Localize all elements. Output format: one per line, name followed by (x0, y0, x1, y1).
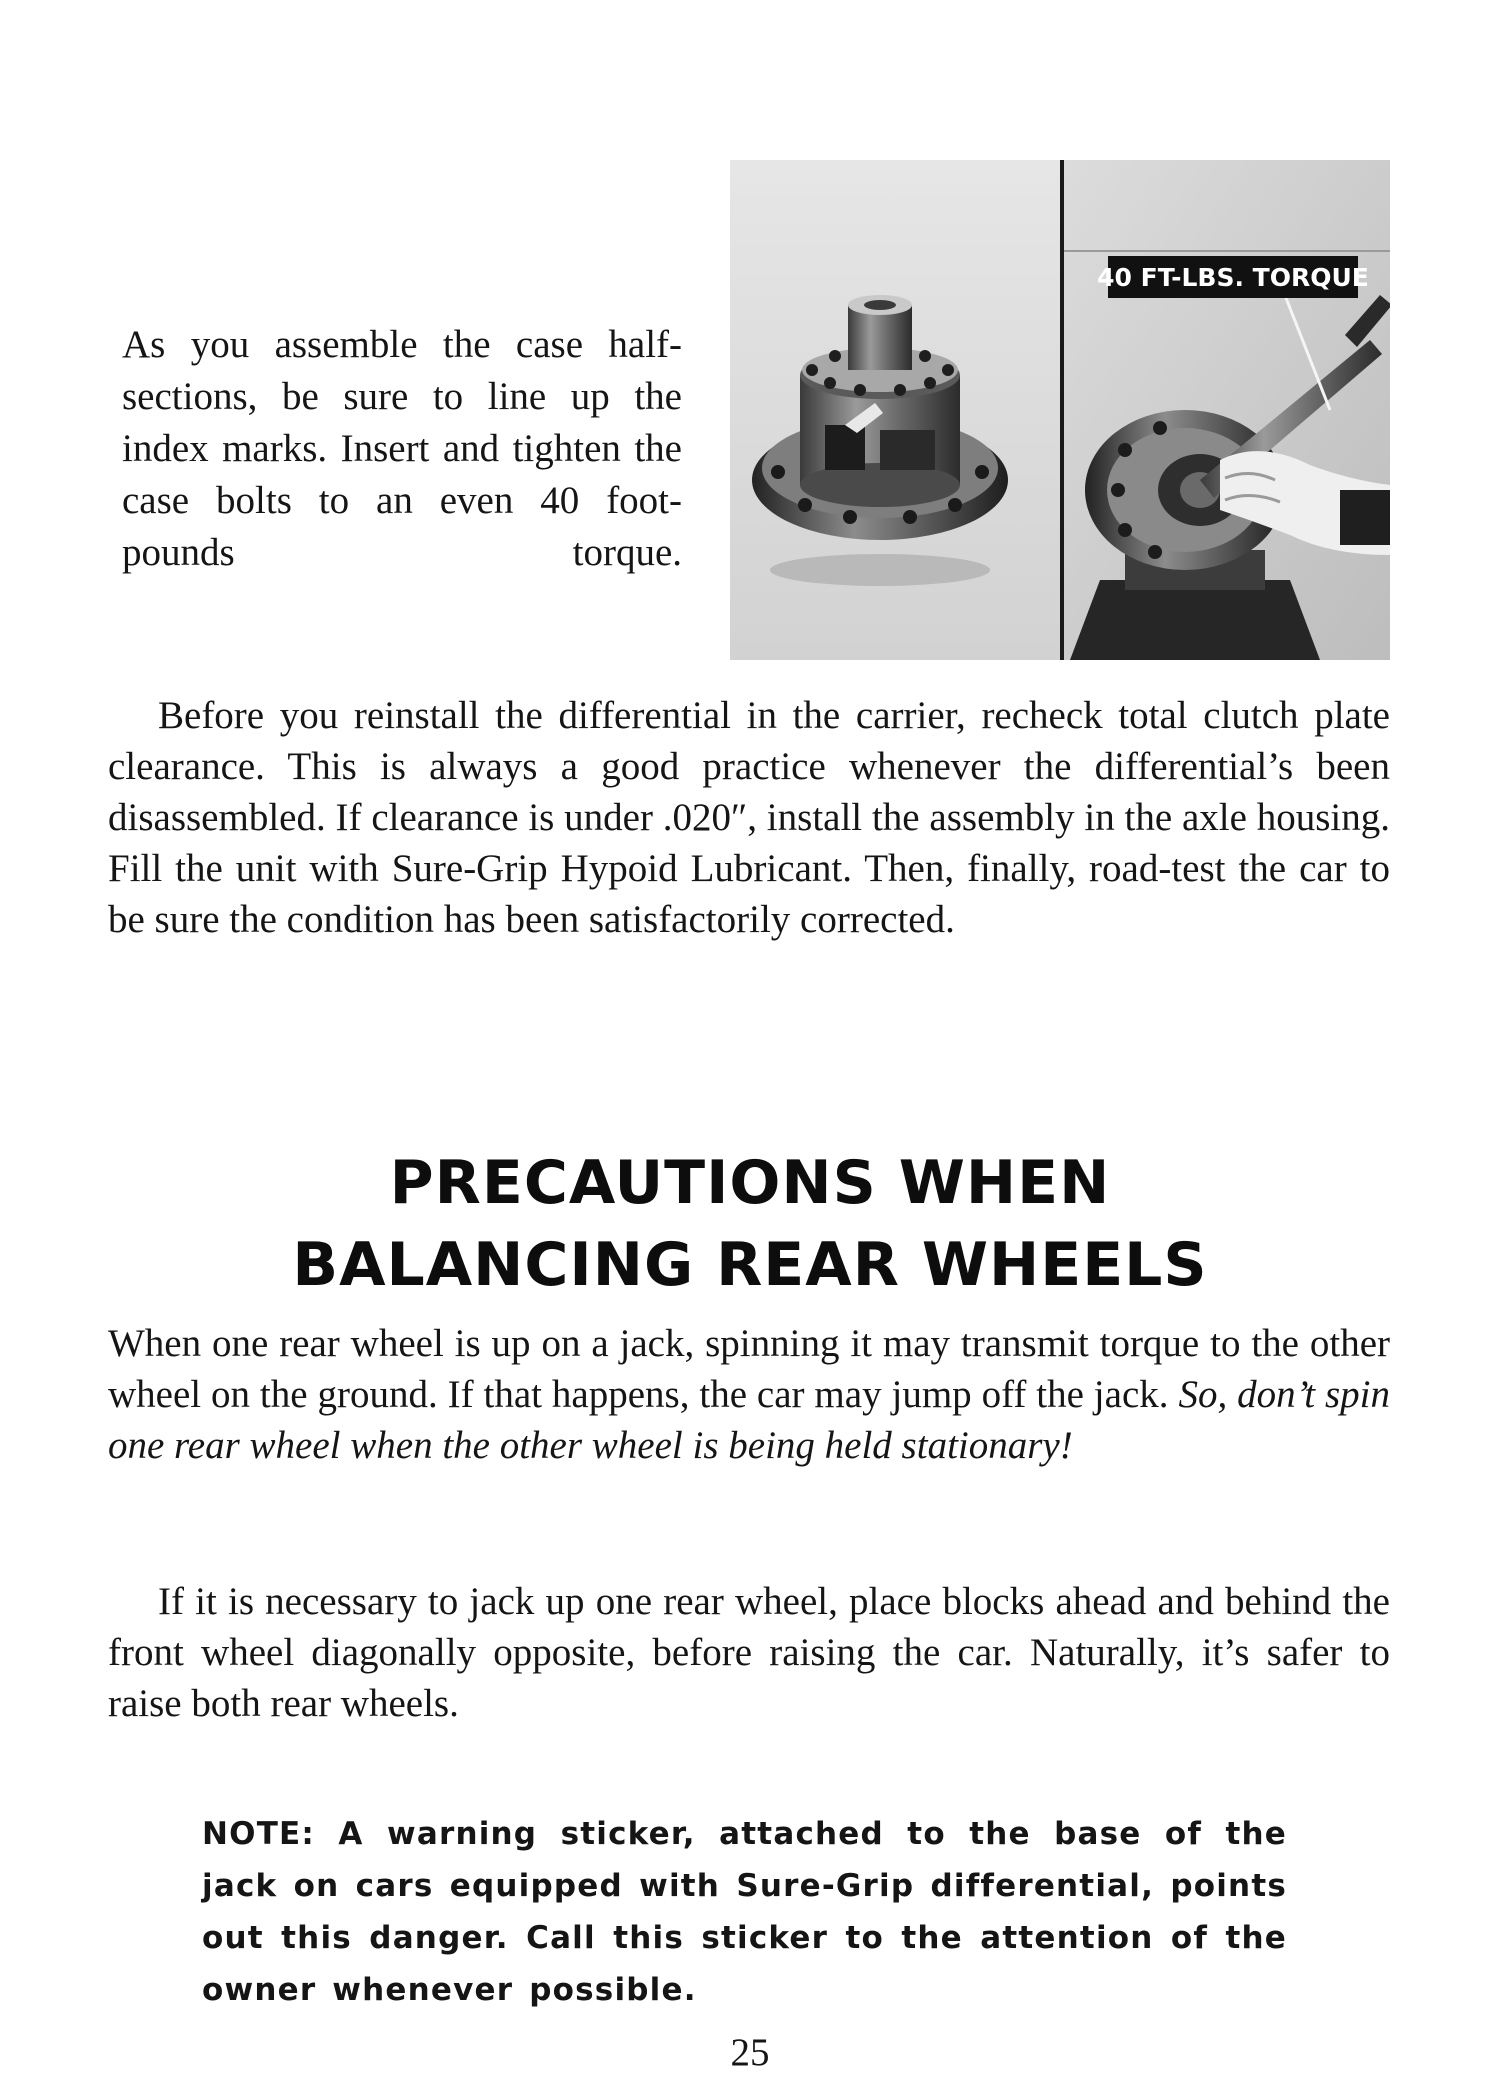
note-paragraph: NOTE: A warning sticker, attached to the base of the jack on cars equipped with Sure-Grip differential, points out this danger. Call this sticker to the attention of the owner whenever possible. (202, 1816, 1287, 2008)
jacking-text: If it is necessary to jack up one rear wheel, place blocks ahead and behind the front wheel diagonally opposite, before raising the car. Naturally, it’s safer to raise both rear wheels. (108, 1580, 1390, 1725)
differential-case-photo (730, 160, 1060, 660)
heading-line-1: PRECAUTIONS WHEN (389, 1147, 1111, 1218)
section-heading (200, 1142, 1300, 1306)
torque-wrench-photo (1064, 160, 1390, 660)
heading-line-2: BALANCING REAR WHEELS (292, 1229, 1208, 1300)
intro-paragraph: As you assemble the case half-sections, be sure to line up the index marks. Insert and tighten the case bolts to an even 40 foot-pounds torque. (122, 323, 682, 574)
torque-callout-label (1097, 256, 1369, 298)
page-number: 25 (730, 2031, 770, 2074)
jacking-paragraph (108, 1576, 1390, 1729)
reinstall-paragraph (108, 690, 1390, 945)
photo-panel (730, 160, 1390, 660)
svg-text:40 FT-LBS. TORQUE: 40 FT-LBS. TORQUE (1097, 263, 1369, 292)
balancing-paragraph (108, 1318, 1390, 1471)
balancing-text: When one rear wheel is up on a jack, spinning it may transmit torque to the other wheel on the ground. If that happens, the car may jump off the jack. (108, 1322, 1390, 1416)
reinstall-text: Before you reinstall the differential in the carrier, recheck total clutch plate clearance. This is always a good practice whenever the differential’s been disassembled. If clearance is under .020″, install the assembly in the axle housing. Fill the unit with Sure-Grip Hypoid Lubricant. Then, finally, road-test the car to be sure the condition has been satisfactorily corrected. (108, 694, 1390, 941)
balancing-emphasis: So, don’t spin one rear wheel when the other wheel is being held stationary! (108, 1373, 1391, 1467)
